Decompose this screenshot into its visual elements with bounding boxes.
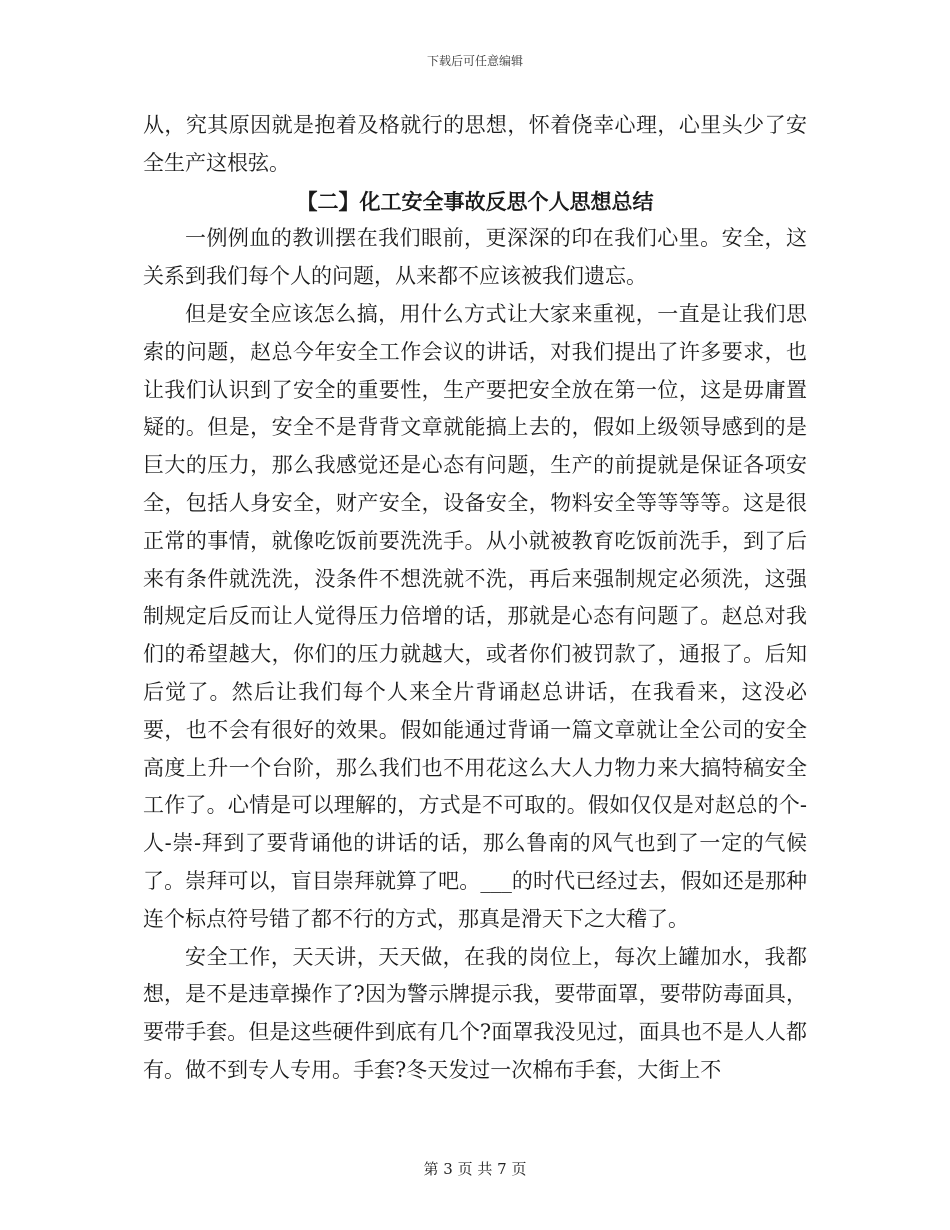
body-paragraph: 安全工作，天天讲，天天做，在我的岗位上，每次上罐加水，我都想，是不是违章操作了?因为警示牌提示我，要带面罩，要带防毒面具，要带手套。但是这些硬件到底有几个?面罩我没见过，面具也不是人人都有。做不到专人专用。手套?冬天发过一次棉布手套，大街上不 <box>143 944 807 1082</box>
body-paragraph: 一例例血的教训摆在我们眼前，更深深的印在我们心里。安全，这关系到我们每个人的问题，从来都不应该被我们遗忘。 <box>143 226 807 289</box>
document-body <box>143 107 807 1090</box>
section-title: 【二】化工安全事故反思个人思想总结 <box>296 188 654 214</box>
page-footer: 第 3 页 共 7 页 <box>423 1160 527 1178</box>
continued-paragraph: 从，究其原因就是抱着及格就行的思想，怀着侥幸心理，心里头少了安全生产这根弦。 <box>143 113 807 175</box>
body-paragraph: 但是安全应该怎么搞，用什么方式让大家来重视，一直是让我们思索的问题，赵总今年安全工作会议的讲话，对我们提出了许多要求，也让我们认识到了安全的重要性，生产要把安全放在第一位，这是毋庸置疑的。但是，安全不是背背文章就能搞上去的，假如上级领导感到的是巨大的压力，那么我感觉还是心态有问题，生产的前提就是保证各项安全，包括人身安全，财产安全，设备安全，物料安全等等等等。这是很正常的事情，就像吃饭前要洗洗手。从小就被教育吃饭前洗手，到了后来有条件就洗洗，没条件不想洗就不洗，再后来强制规定必须洗，这强制规定后反而让人觉得压力倍增的话，那就是心态有问题了。赵总对我们的希望越大，你们的压力就越大，或者你们被罚款了，通报了。后知后觉了。然后让我们每个人来全片背诵赵总讲话，在我看来，这没必要，也不会有很好的效果。假如能通过背诵一篇文章就让全公司的安全高度上升一个台阶，那么我们也不用花这么大人力物力来大搞特稿安全工作了。心情是可以理解的，方式是不可取的。假如仅仅是对赵总的个-人-崇-拜到了要背诵他的讲话的话，那么鲁南的风气也到了一定的气候了。崇拜可以，盲目崇拜就算了吧。___的时代已经过去，假如还是那种连个标点符号错了都不行的方式，那真是滑天下之大稽了。 <box>143 301 807 931</box>
page-header: 下载后可任意编辑 <box>426 54 523 68</box>
